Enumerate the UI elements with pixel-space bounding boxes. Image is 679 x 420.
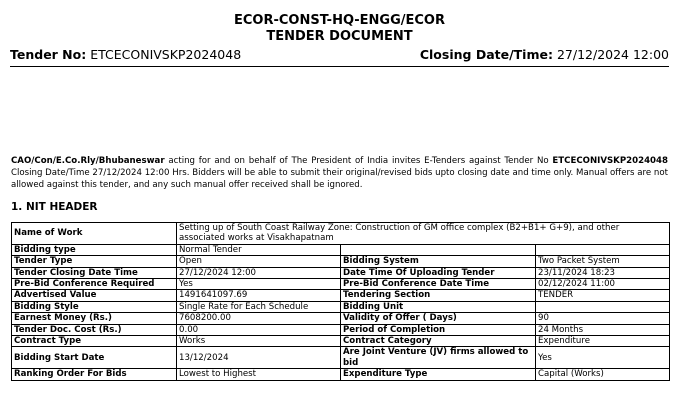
table-row [12,244,670,255]
field-label: Tendering Section [341,290,536,301]
table-row [12,313,670,324]
name-of-work-value: Setting up of South Coast Railway Zone: Construction of GM office complex (B2+B1+ G+9), and other associated works at Visakhapatnam [177,223,670,245]
field-label: Expenditure Type [341,369,536,380]
field-label: Bidding Start Date [12,347,177,369]
intro-tender-no: ETCECONIVSKP2024048 [552,156,668,166]
field-value: Open [177,256,341,267]
nit-header-table [11,222,670,381]
table-row [12,256,670,267]
field-label: Bidding Unit [341,301,536,312]
field-value: 27/12/2024 12:00 [177,267,341,278]
field-value: Yes [177,279,341,290]
field-label: Ranking Order For Bids [12,369,177,380]
table-row [12,301,670,312]
section-title: 1. NIT HEADER [11,201,98,213]
field-value: TENDER [536,290,670,301]
closing-label: Closing Date/Time: [419,47,553,62]
tender-no-label: Tender No: [10,47,87,62]
field-value [536,301,670,312]
closing-value: 27/12/2024 12:00 [556,47,669,62]
field-label: Contract Category [341,336,536,347]
bidding-type-value: Normal Tender [177,244,341,255]
intro-text-2: Closing Date/Time 27/12/2024 12:00 Hrs. Bidders will be able to submit their original/revised bids upto closing date and time only. Manual offers are not allowed against this tender, and any such manual offer received shall be ignored. [11,168,668,191]
field-value: 13/12/2024 [177,347,341,369]
field-label: Earnest Money (Rs.) [12,313,177,324]
document-title: TENDER DOCUMENT [266,29,413,44]
field-value: Single Rate for Each Schedule [177,301,341,312]
field-value: 7608200.00 [177,313,341,324]
table-row [12,223,670,245]
tender-summary-line [10,47,669,62]
field-label: Bidding Style [12,301,177,312]
closing-datetime [420,47,669,62]
field-label: Date Time Of Uploading Tender [341,267,536,278]
field-label: Tender Closing Date Time [12,267,177,278]
field-label: Tender Doc. Cost (Rs.) [12,324,177,335]
bidding-type-label: Bidding type [12,244,177,255]
empty-cell [341,244,536,255]
field-label: Period of Completion [341,324,536,335]
field-label: Pre-Bid Conference Required [12,279,177,290]
field-label: Validity of Offer ( Days) [341,313,536,324]
field-value: Expenditure [536,336,670,347]
table-row [12,279,670,290]
field-value: 1491641097.69 [177,290,341,301]
table-row [12,324,670,335]
field-value: Yes [536,347,670,369]
table-row [12,267,670,278]
field-label: Are Joint Venture (JV) firms allowed to bid [341,347,536,369]
intro-authority: CAO/Con/E.Co.Rly/Bhubaneswar [11,156,165,166]
field-value: Works [177,336,341,347]
field-label: Advertised Value [12,290,177,301]
field-value: 24 Months [536,324,670,335]
field-label: Tender Type [12,256,177,267]
intro-paragraph [11,155,668,192]
field-label: Pre-Bid Conference Date Time [341,279,536,290]
table-row [12,369,670,380]
field-value: 02/12/2024 11:00 [536,279,670,290]
header-divider [10,66,669,67]
field-value: 23/11/2024 18:23 [536,267,670,278]
intro-text-1: acting for and on behalf of The President of India invites E-Tenders against Tender No [164,156,553,166]
tender-no-value: ETCECONIVSKP2024048 [90,47,242,62]
field-value: 0.00 [177,324,341,335]
table-row [12,347,670,369]
empty-cell [536,244,670,255]
field-value: Capital (Works) [536,369,670,380]
table-row [12,336,670,347]
field-label: Bidding System [341,256,536,267]
field-value: Lowest to Highest [177,369,341,380]
org-title: ECOR-CONST-HQ-ENGG/ECOR [234,13,445,28]
name-of-work-label: Name of Work [12,223,177,245]
field-value: Two Packet System [536,256,670,267]
table-row [12,290,670,301]
field-label: Contract Type [12,336,177,347]
field-value: 90 [536,313,670,324]
